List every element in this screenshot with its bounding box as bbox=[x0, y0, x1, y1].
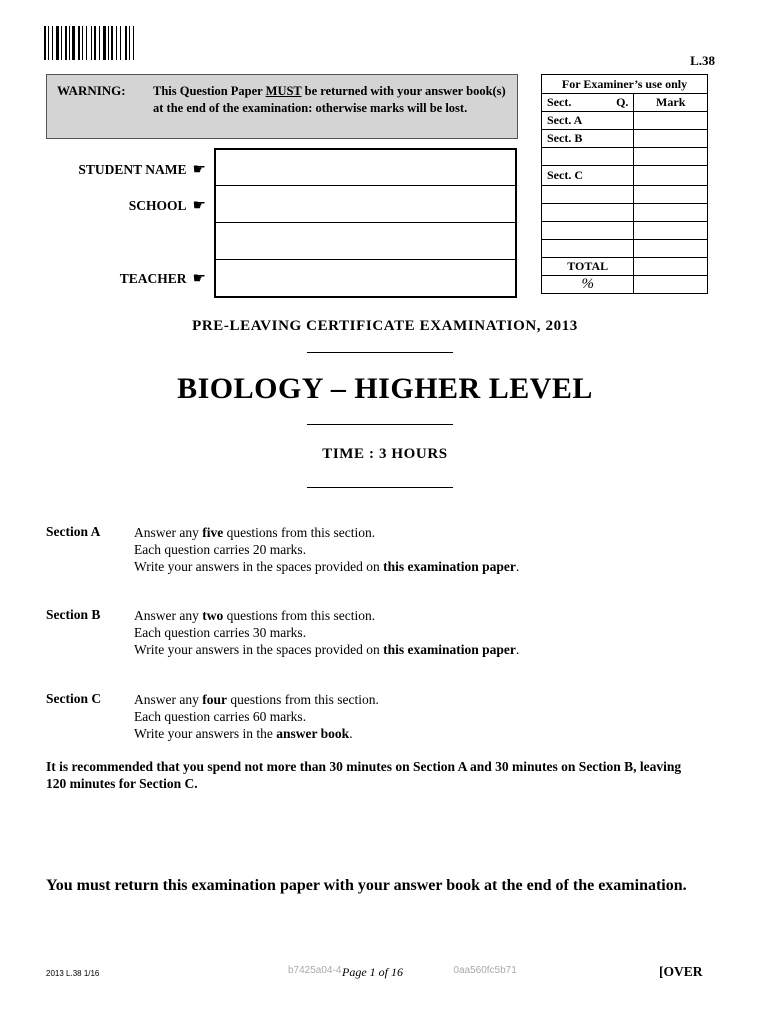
barcode-bar bbox=[82, 26, 83, 60]
row-percent: % bbox=[542, 276, 634, 294]
barcode-bar bbox=[61, 26, 62, 60]
barcode-bar bbox=[129, 26, 130, 60]
section-a-instructions: Answer any five questions from this section. Each question carries 20 marks. Write your answers in the spaces provided on this examination paper. bbox=[134, 525, 520, 574]
barcode-bar bbox=[91, 26, 92, 60]
mark-cell bbox=[634, 204, 708, 222]
exam-title: PRE-LEAVING CERTIFICATE EXAMINATION, 2013 bbox=[192, 318, 578, 334]
warning-label: WARNING: bbox=[57, 83, 126, 98]
exam-time: TIME : 3 HOURS bbox=[322, 446, 448, 462]
teacher-label: TEACHER ☛ bbox=[119, 271, 206, 287]
school-field-line-2[interactable] bbox=[216, 224, 515, 260]
warning-text: This Question Paper MUST be returned with your answer book(s) at the end of the examination: otherwise marks will be lost. bbox=[153, 84, 506, 115]
footer-watermark: b7425a04-4 0aa560fc5b71 bbox=[288, 965, 517, 976]
barcode-bar bbox=[103, 26, 106, 60]
barcode-bar bbox=[86, 26, 87, 60]
mark-cell bbox=[634, 186, 708, 204]
paper-code: L.38 bbox=[690, 53, 715, 68]
mark-cell bbox=[634, 166, 708, 186]
mark-cell bbox=[634, 148, 708, 166]
barcode-bar bbox=[56, 26, 59, 60]
divider bbox=[307, 352, 453, 353]
barcode-bar bbox=[125, 26, 127, 60]
warning-emphasis: MUST bbox=[265, 84, 302, 98]
mark-cell bbox=[634, 112, 708, 130]
section-c-instructions: Answer any four questions from this section. Each question carries 60 marks. Write your answers in the answer book. bbox=[134, 692, 379, 741]
examiner-table-title: For Examiner’s use only bbox=[542, 75, 708, 94]
section-b-instructions: Answer any two questions from this section. Each question carries 30 marks. Write your answers in the spaces provided on this examination paper. bbox=[134, 608, 520, 657]
col-mark: Mark bbox=[634, 94, 708, 112]
over-indicator: [OVER bbox=[659, 964, 703, 979]
barcode-bar bbox=[111, 26, 113, 60]
barcode-bar bbox=[99, 26, 100, 60]
barcode-bar bbox=[52, 26, 53, 60]
section-b-label: Section B bbox=[46, 607, 101, 622]
blank-cell bbox=[542, 186, 634, 204]
school-label: SCHOOL ☛ bbox=[128, 198, 206, 214]
barcode-bar bbox=[69, 26, 70, 60]
barcode-bar bbox=[44, 26, 46, 60]
section-c-label: Section C bbox=[46, 691, 102, 706]
row-sect-a: Sect. A bbox=[542, 112, 634, 130]
time-recommendation: It is recommended that you spend not more than 30 minutes on Section A and 30 minutes on Section B, leaving 120 minutes for Section C. bbox=[46, 759, 682, 791]
blank-cell bbox=[542, 240, 634, 258]
pointing-hand-icon: ☛ bbox=[192, 162, 206, 178]
mark-cell bbox=[634, 130, 708, 148]
teacher-field[interactable] bbox=[216, 261, 515, 297]
barcode-bar bbox=[48, 26, 49, 60]
pointing-hand-icon: ☛ bbox=[192, 198, 206, 214]
mark-cell bbox=[634, 222, 708, 240]
divider bbox=[307, 487, 453, 488]
blank-cell bbox=[542, 222, 634, 240]
page-number: Page 1 of 16 bbox=[342, 965, 403, 979]
barcode-bar bbox=[78, 26, 80, 60]
student-name-field[interactable] bbox=[216, 150, 515, 186]
barcode-bar bbox=[116, 26, 117, 60]
barcode-bar bbox=[72, 26, 75, 60]
barcode bbox=[44, 26, 146, 60]
warning-box bbox=[46, 74, 518, 139]
barcode-bar bbox=[133, 26, 134, 60]
student-name-label: STUDENT NAME ☛ bbox=[78, 162, 206, 178]
row-total: TOTAL bbox=[542, 258, 634, 276]
examiner-table bbox=[541, 74, 708, 294]
return-note: You must return this examination paper with your answer book at the end of the examination. bbox=[46, 877, 687, 894]
section-a-label: Section A bbox=[46, 524, 101, 539]
barcode-bar bbox=[94, 26, 96, 60]
total-cell bbox=[634, 258, 708, 276]
divider bbox=[307, 424, 453, 425]
row-sect-b: Sect. B bbox=[542, 130, 634, 148]
col-sect-q: Sect. Q. bbox=[542, 94, 634, 112]
barcode-bar bbox=[120, 26, 121, 60]
student-details-box bbox=[214, 148, 517, 298]
pointing-hand-icon: ☛ bbox=[192, 271, 206, 287]
row-sect-c: Sect. C bbox=[542, 166, 634, 186]
barcode-bar bbox=[108, 26, 109, 60]
subject-title: BIOLOGY – HIGHER LEVEL bbox=[177, 372, 593, 405]
footer-code: 2013 L.38 1/16 bbox=[46, 969, 100, 978]
school-field-line-1[interactable] bbox=[216, 187, 515, 223]
blank-cell bbox=[542, 148, 634, 166]
percent-cell bbox=[634, 276, 708, 294]
barcode-bar bbox=[65, 26, 67, 60]
mark-cell bbox=[634, 240, 708, 258]
blank-cell bbox=[542, 204, 634, 222]
